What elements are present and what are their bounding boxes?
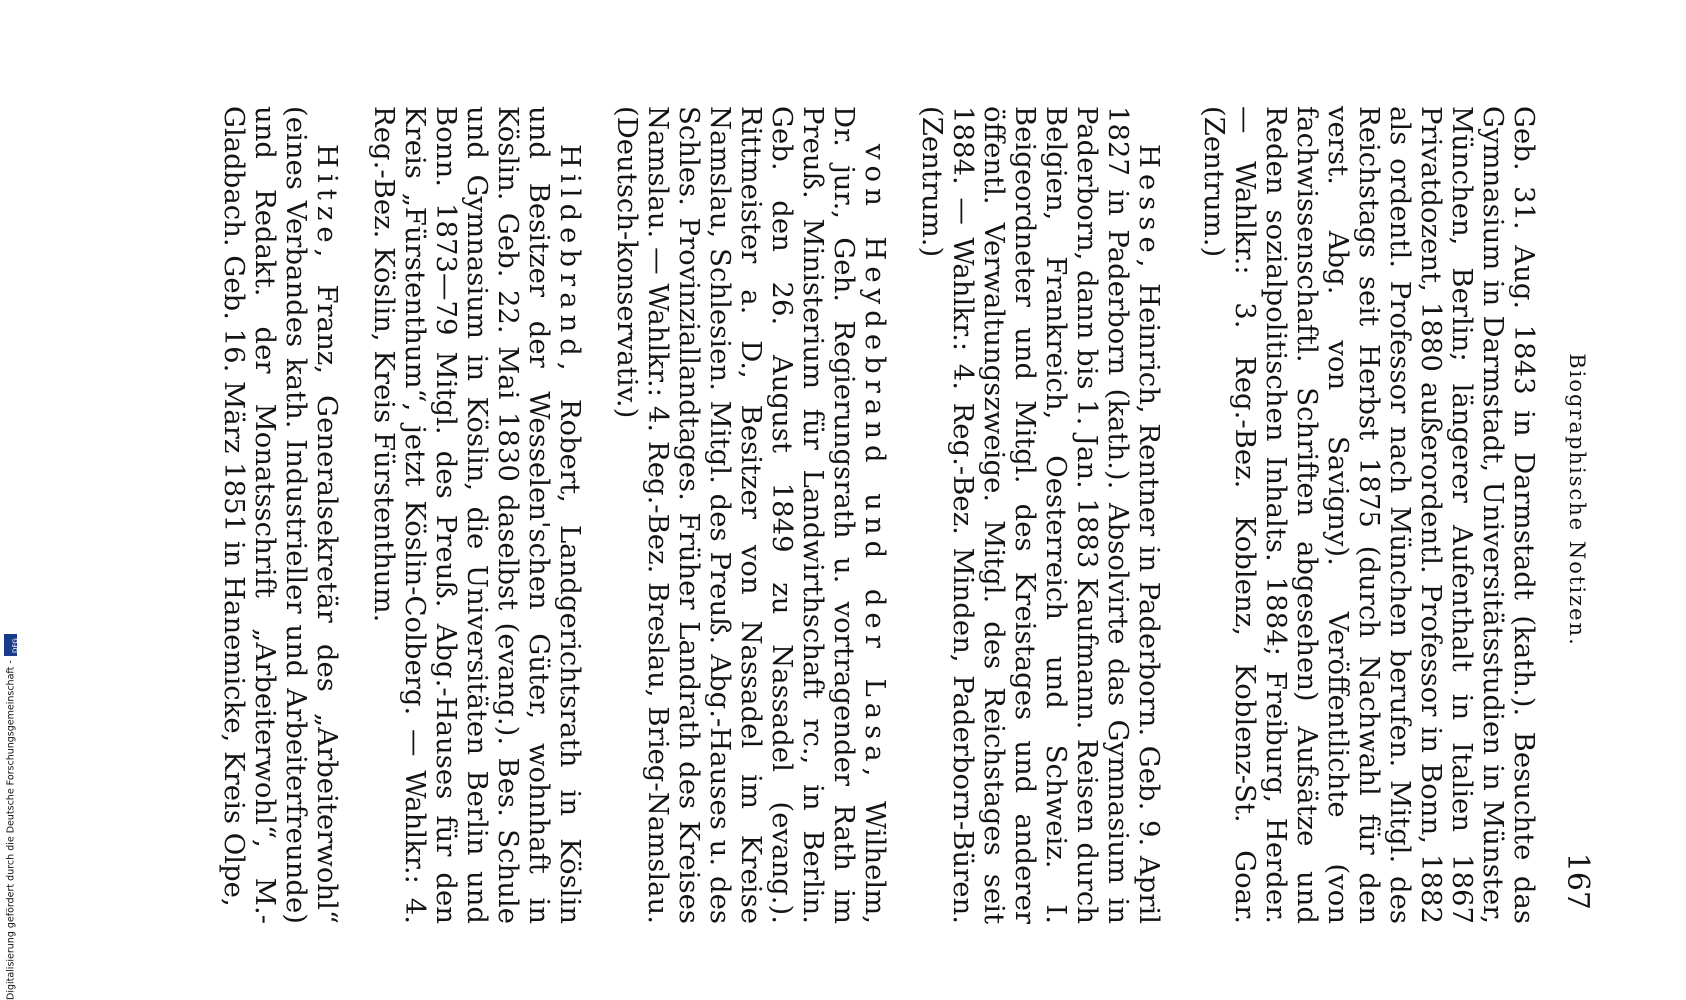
credit-text: Digitalisierung gefördert durch die Deutsche Forschungsgemeinschaft - bbox=[5, 660, 17, 1000]
digitization-credit bbox=[4, 440, 18, 1000]
text-column bbox=[192, 106, 1539, 924]
entry-name: Hildebrand, bbox=[554, 144, 586, 377]
entry-continuation bbox=[1198, 106, 1539, 924]
page-header bbox=[1553, 90, 1595, 910]
entry-text: Franz, Generalsekretär des „Arbeiterwohl“ (eines Verbandes kath. Industrieller und Arbeiterfreunde) und Redakt. der Monatsschrift „Arbeiterwohl“, M.-Gladbach. Geb. 16. März 1851 in Hanemicke, Kreis Olpe, bbox=[218, 106, 343, 924]
running-title: Biographische Notizen. bbox=[1565, 353, 1589, 647]
entry-hildebrand bbox=[368, 106, 585, 924]
entry-hesse bbox=[916, 106, 1164, 924]
entry-name: Hitze, bbox=[311, 144, 343, 264]
entry-text: Wilhelm, Dr. jur., Geh. Regierungsrath u. vortragender Rath im Preuß. Ministerium für Landwirthschaft rc., in Berlin. Geb. den 26. August 1849 zu Nassadel (evang.). Rittmeister a. D., Besitzer von Nassadel im Kreise Namslau, Schlesien. Mitgl. des Preuß. Abg.-Hauses u. des Schles. Provinziallandtages. Früher Landrath des Kreises Namslau. — Wahlkr.: 4. Reg.-Bez. Breslau, Brieg-Namslau. (Deutsch-konservativ.) bbox=[611, 106, 891, 924]
entry-name: Hesse, bbox=[1133, 144, 1165, 274]
entry-heydebrand bbox=[611, 106, 890, 924]
entry-hitze bbox=[218, 106, 342, 924]
entry-text: Robert, Landgerichtsrath in Köslin und Besitzer der Wesselen'schen Güter, wohnhaft in Köslin. Geb. 22. Mai 1830 daselbst (evang.). Bes. Schule und Gymnasium in Köslin, die Universitäten Berlin und Bonn. 1873—79 Mitgl. des Preuß. Abg.-Hauses für den Kreis „Fürstenthum“, jetzt Köslin-Colberg. — Wahlkr.: 4. Reg.-Bez. Köslin, Kreis Fürstenthum. bbox=[368, 106, 586, 924]
dfg-logo-icon: DFG bbox=[5, 634, 18, 656]
entry-name: von Heydebrand und der Lasa, bbox=[859, 144, 891, 783]
rotated-page bbox=[63, 70, 1623, 930]
page-number: 167 bbox=[1560, 852, 1595, 910]
entry-text: Geb. 31. Aug. 1843 in Darmstadt (kath.). Besuchte das Gymnasium in Darmstadt, Universitätsstudien in Münster, München, Berlin; längerer Aufenthalt in Italien 1867 Privatdozent, 1880 außerordentl. Professor in Bonn, 1882 als ordentl. Professor nach München berufen. Mitgl. des Reichstags seit Herbst 1875 (durch Nachwahl für den verst. Abg. von Savigny). Veröffentlichte (von fachwissenschaftl. Schriften abgesehen) Aufsätze und Reden sozialpolitischen Inhalts. 1884; Freiburg, Herder. — Wahlkr.: 3. Reg.-Bez. Koblenz, Koblenz-St. Goar. (Zentrum.) bbox=[1198, 106, 1540, 924]
entry-text: Heinrich, Rentner in Paderborn. Geb. 9. April 1827 in Paderborn (kath.). Absolvirte das Gymnasium in Paderborn, dann bis 1. Jan. 1883 Kaufmann. Reisen durch Belgien, Frankreich, Oesterreich und Schweiz. I. Beigeordneter und Mitgl. des Kreistages und anderer öffentl. Verwaltungszweige. Mitgl. des Reichstages seit 1884. — Wahlkr.: 4. Reg.-Bez. Minden, Paderborn-Büren. (Zentrum.) bbox=[916, 106, 1165, 924]
